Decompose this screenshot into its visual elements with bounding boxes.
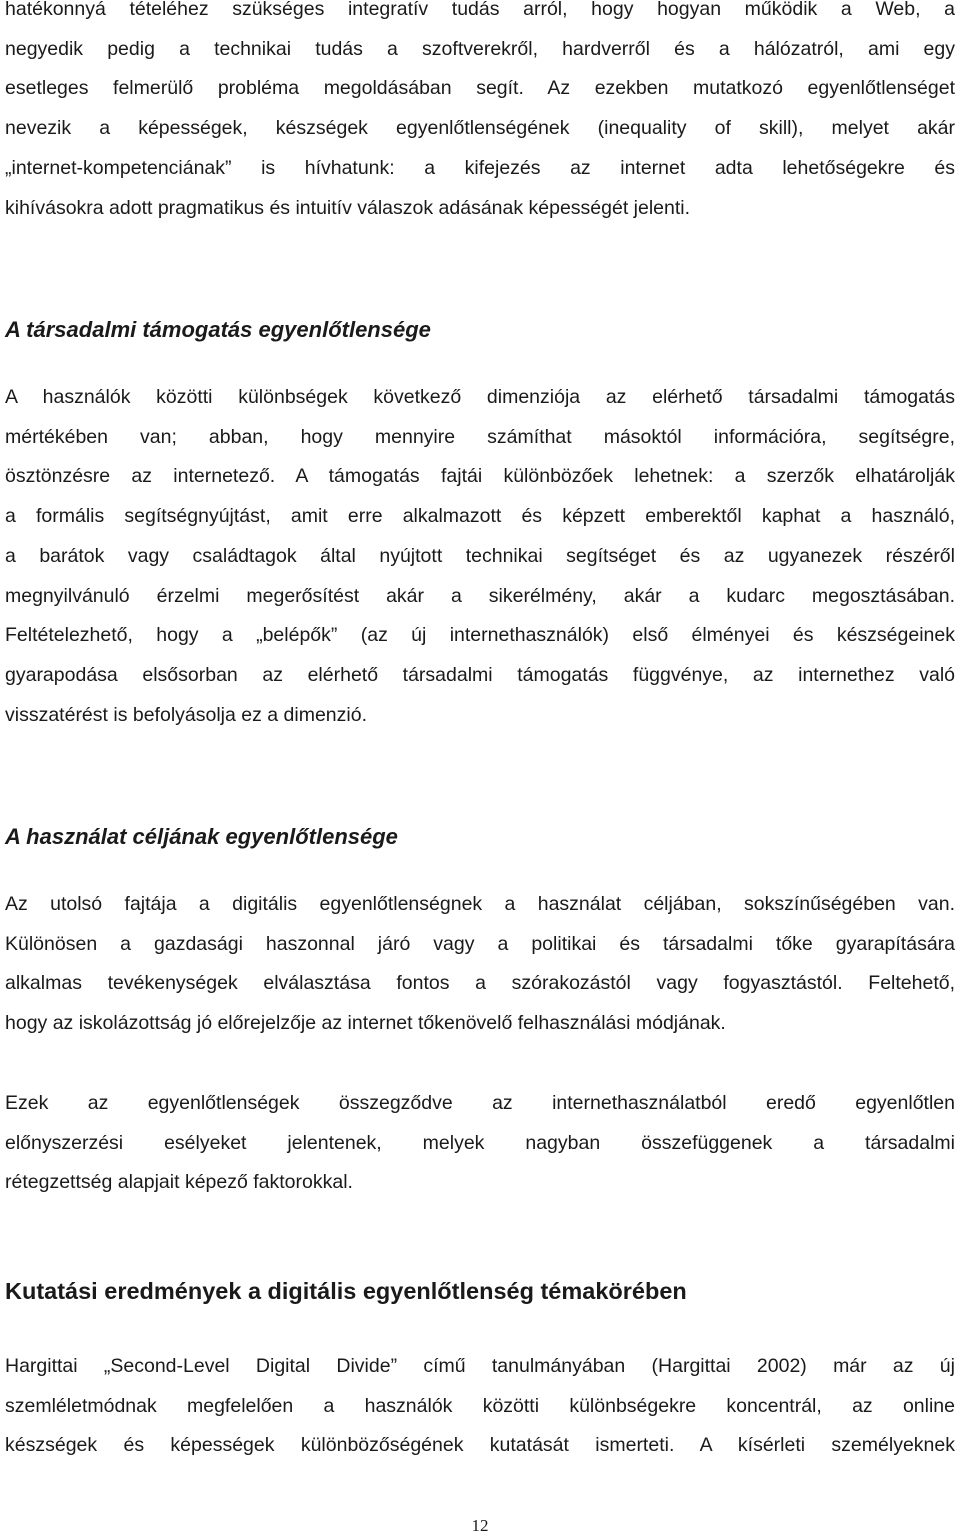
text-line: visszatérést is befolyásolja ez a dimenzió.: [5, 703, 367, 726]
text-line: alkalmas tevékenységek elválasztása fontos a szórakozástól vagy fogyasztástól. Feltehető,: [5, 972, 955, 995]
text-line: „internet-kompetenciának” is hívhatunk: a kifejezés az internet adta lehetőségekre és: [5, 156, 955, 179]
text-line: hatékonnyá tételéhez szükséges integratív tudás arról, hogy hogyan működik a Web, a: [5, 0, 955, 20]
text-line: a formális segítségnyújtást, amit erre alkalmazott és képzett emberektől kaphat a használó,: [5, 505, 955, 528]
text-line: rétegzettség alapjait képező faktorokkal.: [5, 1171, 353, 1194]
text-line: nevezik a képességek, készségek egyenlőtlenségének (inequality of skill), melyet akár: [5, 117, 955, 140]
page-number: 12: [471, 1516, 489, 1535]
text-line: negyedik pedig a technikai tudás a szoftverekről, hardverről és a hálózatról, ami egy: [5, 37, 955, 60]
text-line: mértékében van; abban, hogy mennyire számíthat másoktól információra, segítségre,: [5, 425, 955, 448]
text-line: megnyilvánuló érzelmi megerősítést akár a sikerélmény, akár a kudarc megosztásában.: [5, 584, 955, 607]
text-line: Ezek az egyenlőtlenségek összegződve az internethasználatból eredő egyenlőtlen: [5, 1092, 955, 1114]
text-line: Feltételezhető, hogy a „belépők” (az új internethasználók) első élményei és készségeinek: [5, 624, 955, 647]
text-line: kihívásokra adott pragmatikus és intuitív válaszok adásának képességét jelenti.: [5, 196, 691, 219]
paragraph-purpose-of-use: [5, 885, 955, 1044]
text-line: hogy az iskolázottság jó előrejelzője az internet tőkenövelő felhasználási módjának.: [5, 1012, 726, 1035]
text-line: A használók közötti különbségek következő dimenziója az elérhető társadalmi támogatás: [5, 386, 955, 408]
paragraph-summary: [5, 1084, 955, 1203]
paragraph-internet-competence: [5, 0, 955, 228]
text-line: Hargittai „Second-Level Digital Divide” című tanulmányában (Hargittai 2002) már az új: [5, 1355, 955, 1377]
paragraph-social-support: [5, 378, 955, 735]
text-line: a barátok vagy családtagok által nyújtott technikai segítséget és az ugyanezek részéről: [5, 544, 955, 567]
text-line: gyarapodása elsősorban az elérhető társadalmi támogatás függvénye, az internethez való: [5, 663, 955, 686]
section-heading-research-results: Kutatási eredmények a digitális egyenlőtlenség témakörében: [5, 1278, 687, 1304]
section-heading-purpose-of-use: A használat céljának egyenlőtlensége: [5, 824, 398, 849]
text-line: készségek és képességek különbözőségének kutatását ismerteti. A kísérleti személyeknek: [5, 1434, 955, 1457]
text-line: esetleges felmerülő probléma megoldásában segít. Az ezekben mutatkozó egyenlőtlenséget: [5, 77, 955, 100]
text-line: szemléletmódnak megfelelően a használók közötti különbségekre koncentrál, az online: [5, 1394, 955, 1417]
text-line: előnyszerzési esélyeket jelentenek, melyek nagyban összefüggenek a társadalmi: [5, 1131, 955, 1154]
paragraph-hargittai: [5, 1347, 955, 1466]
text-line: Az utolsó fajtája a digitális egyenlőtlenségnek a használat céljában, sokszínűségében van.: [5, 893, 955, 915]
text-line: Különösen a gazdasági haszonnal járó vagy a politikai és társadalmi tőke gyarapítására: [5, 932, 955, 955]
section-heading-social-support: A társadalmi támogatás egyenlőtlensége: [5, 317, 431, 342]
text-line: ösztönzésre az internetező. A támogatás fajtái különbözőek lehetnek: a szerzők elhatárolják: [5, 465, 955, 488]
